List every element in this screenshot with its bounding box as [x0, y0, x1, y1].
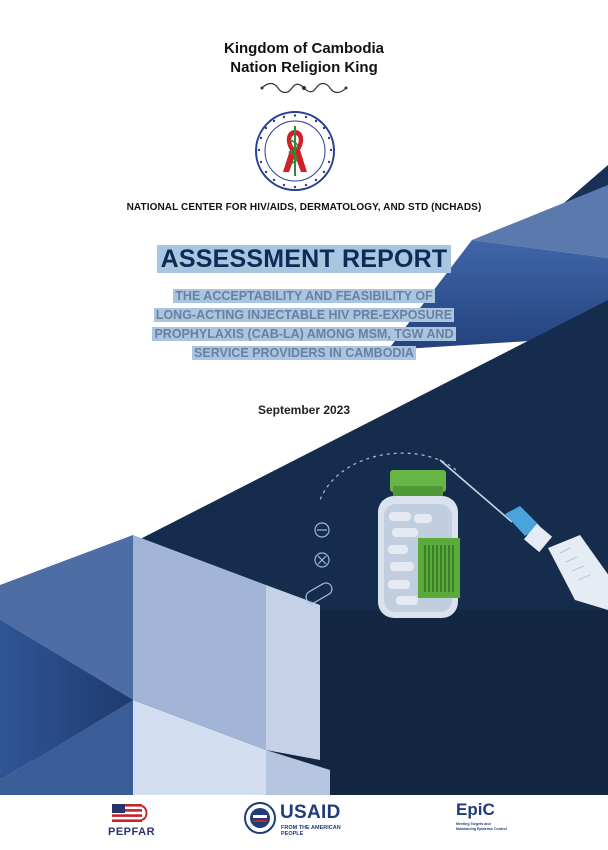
usaid-logo — [244, 800, 364, 840]
title-block — [0, 245, 608, 273]
usaid-seal-icon — [244, 802, 276, 834]
nation-line: Nation Religion King — [230, 59, 378, 76]
nchads-seal-logo — [254, 110, 336, 192]
subtitle-line-1: THE ACCEPTABILITY AND FEASIBILITY OF — [175, 289, 433, 303]
epic-logo — [450, 800, 510, 840]
us-flag-icon — [112, 804, 148, 826]
ornament-divider — [258, 80, 350, 96]
subtitle-line-4: SERVICE PROVIDERS IN CAMBODIA — [194, 346, 414, 360]
epic-tagline: Meeting Targets and Maintaining Epidemic Control — [456, 822, 507, 831]
kingdom-line: Kingdom of Cambodia — [224, 40, 384, 57]
usaid-wordmark: USAID — [280, 802, 341, 823]
pepfar-logo — [108, 802, 168, 842]
kingdom-title — [0, 39, 608, 77]
usaid-tagline: FROM THE AMERICAN PEOPLE — [281, 825, 341, 837]
subtitle-line-3: PROPHYLAXIS (CAB-LA) AMONG MSM, TGW AND — [154, 327, 454, 341]
bg-panel-left-3 — [266, 585, 320, 760]
report-title: ASSESSMENT REPORT — [157, 245, 452, 273]
epic-wordmark: EpiC — [456, 800, 495, 819]
subtitle-line-2: LONG-ACTING INJECTABLE HIV PRE-EXPOSURE — [155, 308, 453, 322]
report-subtitle — [0, 287, 608, 363]
pepfar-wordmark: PEPFAR — [108, 826, 156, 838]
organization-name: NATIONAL CENTER FOR HIV/AIDS, DERMATOLOGY, AND STD (NCHADS) — [126, 202, 482, 213]
report-date: September 2023 — [257, 403, 351, 417]
